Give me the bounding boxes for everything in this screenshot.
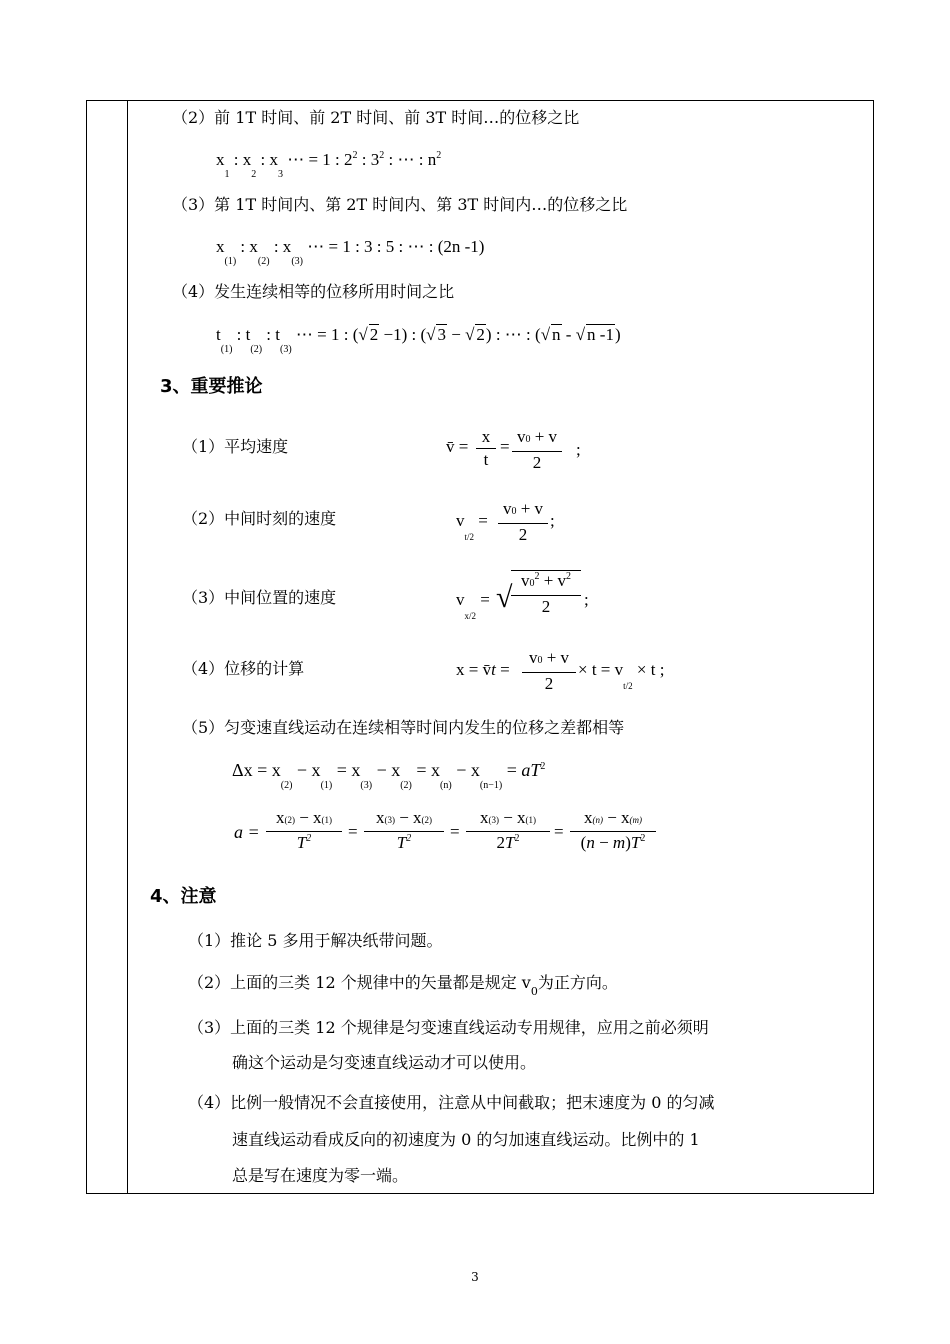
formula-accel-frac-1: $\frac{x(2) - x(1)}{T^2}$ [266, 808, 342, 857]
inference-3-label: （3）中间位置的速度 [182, 588, 337, 607]
note-3-line-1: （3）上面的三类 12 个规律是匀变速直线运动专用规律，应用之前必须明 [188, 1018, 709, 1037]
formula-mid-position-velocity: $v_{x/2}$ = [456, 590, 490, 621]
note-1: （1）推论 5 多用于解决纸带问题。 [188, 931, 443, 950]
inference-1-label: （1）平均速度 [182, 437, 289, 456]
formula-mid-time-velocity: $v_{t/2}$ = [456, 511, 488, 542]
note-3-line-2: 确这个运动是匀变速直线运动才可以使用。 [232, 1053, 537, 1072]
ratio-item-2-label: （2）前 1T 时间、前 2T 时间、前 3T 时间…的位移之比 [172, 108, 580, 127]
formula-delta-x: $\Delta x = x_{(2)} - x_{(1)} = x_{(3)} - x_{(2)} = x_{(n)} - x_{(n-1)} = aT^2$ [232, 760, 546, 791]
equals-sign: = [348, 822, 358, 841]
equals-sign: = [450, 822, 460, 841]
ratio-item-4-label: （4）发生连续相等的位移所用时间之比 [172, 282, 455, 301]
formula-acceleration-lhs: a = [234, 822, 260, 842]
formula-displacement-frac: $\frac{v0 + v}{2}$ [522, 648, 576, 695]
ratio-item-3-label: （3）第 1T 时间内、第 2T 时间内、第 3T 时间内…的位移之比 [172, 195, 628, 214]
note-4-line-2: 速直线运动看成反向的初速度为 0 的匀加速直线运动。比例中的 1 [232, 1130, 700, 1149]
formula-displacement-ratio-interval: $x_{(1)}$ : $x_{(2)}$ : $x_{(3)}$ ⋯ = 1 : 3 : 5 : ⋯ : (2n -1) [216, 237, 485, 267]
inference-2-label: （2）中间时刻的速度 [182, 509, 337, 528]
column-divider [127, 100, 128, 1194]
section-3-heading: 3、重要推论 [160, 376, 263, 397]
section-4-heading: 4、注意 [150, 886, 217, 907]
formula-displacement-ratio-cumulative: $x_1$ : $x_2$ : $x_3$ ⋯ = 1 : $2^2$ : $3^2$ : ⋯ : $n^2$ [216, 150, 442, 180]
sqrt-sign: √ [496, 581, 513, 614]
formula-displacement-lhs: x = v̄t = [456, 660, 510, 679]
formula-displacement-rhs: × $t = v_{t/2} \times t$ ; [578, 660, 665, 691]
formula-x-over-t: $\frac{x}{t}$ [476, 427, 496, 471]
note-2-subscript: 0 [530, 985, 538, 998]
semicolon: ; [550, 511, 555, 530]
note-4-line-1: （4）比例一般情况不会直接使用，注意从中间截取；把末速度为 0 的匀减 [188, 1093, 715, 1112]
inference-4-label: （4）位移的计算 [182, 659, 305, 678]
formula-mean-v: $\frac{v0 + v}{2}$ [512, 427, 562, 474]
formula-mid-position-frac: $\frac{v0^2 + v^2}{2}$ [511, 570, 581, 618]
formula-accel-frac-2: $\frac{x(3) - x(2)}{T^2}$ [364, 808, 444, 857]
semicolon: ; [576, 440, 581, 459]
note-4-line-3: 总是写在速度为零一端。 [232, 1166, 409, 1185]
page-number: 3 [471, 1270, 479, 1284]
note-2-text-end: 为正方向。 [537, 973, 618, 992]
note-2-text: （2）上面的三类 12 个规律中的矢量都是规定 v [188, 973, 531, 992]
note-2 [188, 973, 618, 998]
equals-sign: = [500, 437, 510, 456]
formula-accel-frac-3: $\frac{x(3) - x(1)}{2T^2}$ [466, 808, 550, 857]
formula-average-velocity-lhs: v̄ = [446, 437, 469, 456]
formula-mid-time-frac: $\frac{v0 + v}{2}$ [498, 499, 548, 546]
formula-accel-frac-4: $\frac{x(n) - x(m)}{(n - m)T^2}$ [570, 808, 656, 857]
equals-sign: = [554, 822, 564, 841]
formula-time-ratio: $t_{(1)}$ : $t_{(2)}$ : $t_{(3)}$ ⋯ = 1 : (√ 2 −1) : (√ 3 − √ 2) : ⋯ : (√ n - √ n -1) [216, 325, 621, 355]
semicolon: ; [584, 590, 589, 609]
inference-5-label: （5）匀变速直线运动在连续相等时间内发生的位移之差都相等 [182, 718, 625, 737]
